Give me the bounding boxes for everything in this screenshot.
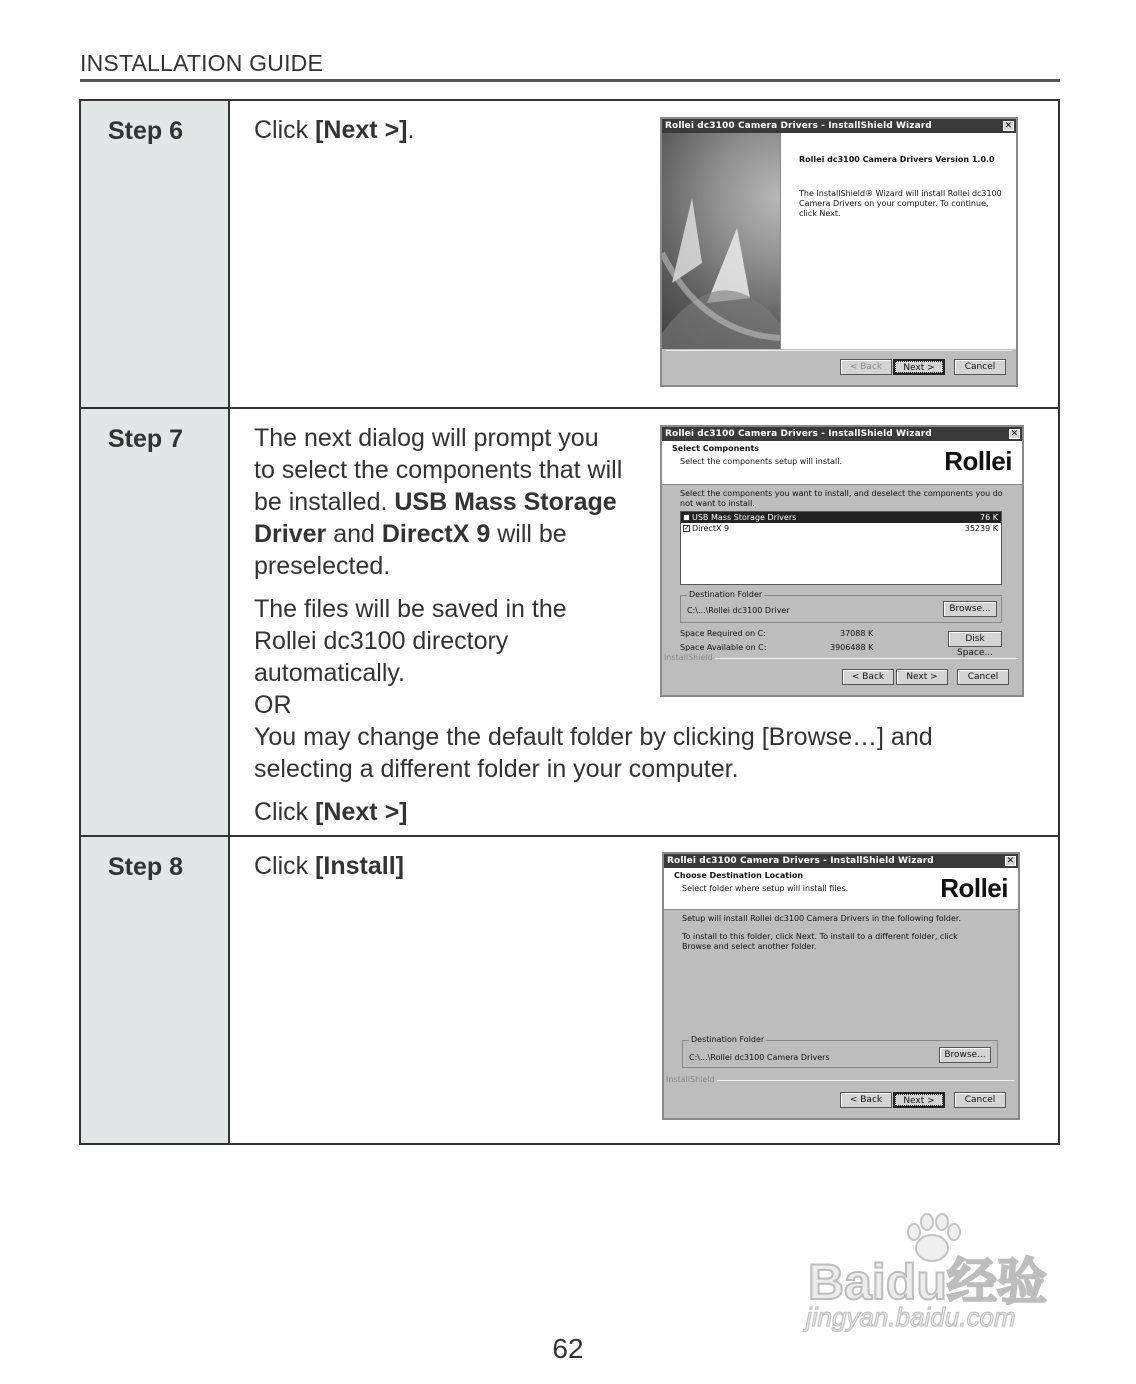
select-components-intro: Select the components you want to install, and deselect the components you do not want to install.	[680, 489, 1003, 508]
page-number: 62	[552, 1333, 584, 1364]
step-6-instruction-bold: [Next >]	[315, 116, 408, 144]
select-components-title: Rollei dc3100 Camera Drivers - InstallShield Wizard	[665, 429, 932, 439]
welcome-dialog-art	[662, 133, 780, 349]
welcome-dialog-separator	[666, 350, 1012, 351]
destination-folder-label: Destination Folder	[691, 1035, 765, 1044]
welcome-dialog-text: The InstallShield® Wizard will install Rollei dc3100 Camera Drivers on your computer. To continue, click Next.	[799, 189, 1002, 218]
browse-button[interactable]: Browse...	[939, 1047, 991, 1063]
choose-destination-line-2: To install to this folder, click Next. To install to a different folder, click Browse and select another folder.	[682, 932, 958, 951]
component-row-usb[interactable]	[681, 512, 1001, 523]
next-button[interactable]: Next >	[896, 669, 948, 685]
step-6-label: Step 6	[80, 100, 229, 408]
checkbox-checked-icon[interactable]: ✓	[684, 513, 690, 521]
choose-destination-heading: Choose Destination Location	[674, 871, 804, 880]
close-icon[interactable]: ✕	[1010, 429, 1019, 439]
step-7-para1-end: will be preselected.	[254, 520, 567, 580]
choose-destination-titlebar	[664, 854, 1018, 868]
next-button[interactable]: Next >	[893, 1092, 945, 1108]
baidu-watermark	[802, 1212, 1072, 1342]
select-components-separator	[666, 658, 1018, 659]
step-8-label: Step 8	[80, 836, 229, 1144]
step-7-para1-text: The next dialog will prompt you to select the components that will be installed.	[254, 424, 623, 516]
step-6-row	[80, 100, 1059, 408]
step-7-or: OR	[254, 691, 292, 719]
steps-table	[79, 99, 1060, 1145]
choose-destination-subheading: Select folder where setup will install files.	[682, 884, 849, 893]
select-components-titlebar	[662, 427, 1022, 441]
step-7-label: Step 7	[80, 408, 229, 836]
next-button[interactable]: Next >	[893, 359, 945, 375]
component-row-directx[interactable]	[681, 523, 1001, 534]
step-7-usb-driver: USB Mass Storage Driver	[254, 488, 617, 548]
step-7-row	[80, 408, 1059, 836]
page-header	[80, 50, 1060, 82]
destination-folder-path: C:\...\Rollei dc3100 Driver	[687, 606, 790, 615]
watermark-url: jingyan.baidu.com	[806, 1302, 1016, 1332]
cancel-button[interactable]: Cancel	[954, 1092, 1006, 1108]
browse-button[interactable]: Browse...	[943, 601, 997, 617]
step-7-paragraph-2: The files will be saved in the Rollei dc3100 directory automatically.	[254, 595, 567, 687]
header-title: INSTALLATION GUIDE	[80, 50, 324, 76]
space-required-label: Space Required on C:	[680, 629, 766, 638]
choose-destination-header	[664, 868, 1018, 910]
space-required-value: 37088 K	[840, 629, 874, 638]
welcome-dialog	[660, 117, 1018, 387]
disk-space-button[interactable]: Disk Space...	[948, 631, 1002, 647]
space-available-value: 3906488 K	[830, 643, 874, 652]
welcome-dialog-heading: Rollei dc3100 Camera Drivers Version 1.0.0	[799, 155, 995, 164]
back-button[interactable]: < Back	[842, 669, 894, 685]
destination-folder-group	[680, 590, 1002, 623]
step-8-instruction-bold: [Install]	[315, 852, 405, 880]
installshield-label: InstallShield	[664, 653, 713, 662]
back-button[interactable]: < Back	[840, 1092, 892, 1108]
step-7-para1-and: and	[326, 520, 382, 548]
choose-destination-dialog	[662, 852, 1020, 1120]
step-8-row	[80, 836, 1059, 1144]
destination-folder-path: C:\...\Rollei dc3100 Camera Drivers	[689, 1053, 830, 1062]
close-icon[interactable]: ✕	[1006, 856, 1015, 866]
space-available-label: Space Available on C:	[680, 643, 767, 652]
step-7-content	[229, 408, 1059, 836]
rollei-logo: Rollei	[940, 873, 1008, 903]
step-8-content	[229, 836, 1059, 1144]
step-7-click-bold: [Next >]	[315, 798, 408, 826]
select-components-subheading: Select the components setup will install.	[680, 457, 843, 466]
welcome-dialog-title: Rollei dc3100 Camera Drivers - InstallShield Wizard	[665, 121, 932, 131]
step-7-paragraph-3: You may change the default folder by clicking [Browse…] and selecting a different folder in your computer.	[254, 723, 933, 783]
welcome-dialog-titlebar	[662, 119, 1016, 133]
installshield-label: InstallShield	[666, 1075, 715, 1084]
destination-folder-group	[682, 1035, 998, 1068]
select-components-heading: Select Components	[672, 444, 760, 453]
welcome-dialog-body	[780, 133, 1016, 349]
wizard-art-icon	[662, 133, 780, 349]
step-7-directx: DirectX 9	[381, 520, 491, 548]
step-7-click-prefix: Click	[254, 798, 316, 826]
component-name: DirectX 9	[692, 524, 730, 533]
component-size: 35239 K	[964, 524, 998, 533]
spacer	[254, 785, 1058, 796]
choose-destination-line-1: Setup will install Rollei dc3100 Camera Drivers in the following folder.	[682, 914, 961, 923]
destination-folder-label: Destination Folder	[689, 590, 763, 599]
step-6-instruction-prefix: Click	[254, 116, 316, 144]
step-6-instruction-suffix: .	[407, 116, 415, 144]
checkbox-checked-icon[interactable]: ✓	[684, 524, 690, 532]
component-name: USB Mass Storage Drivers	[692, 513, 797, 522]
rollei-logo: Rollei	[944, 446, 1012, 476]
watermark-main: Baidu经验	[808, 1254, 1047, 1310]
step-8-instruction-prefix: Click	[254, 852, 316, 880]
component-size: 76 K	[980, 513, 998, 522]
step-7-paragraph-1	[254, 422, 626, 582]
cancel-button[interactable]: Cancel	[957, 669, 1009, 685]
choose-destination-separator	[668, 1080, 1014, 1081]
cancel-button[interactable]: Cancel	[954, 359, 1006, 375]
choose-destination-title: Rollei dc3100 Camera Drivers - InstallShield Wizard	[667, 856, 934, 866]
select-components-dialog	[660, 425, 1024, 697]
back-button[interactable]: < Back	[840, 359, 892, 375]
step-6-content	[229, 100, 1059, 408]
step-7-click	[254, 796, 1058, 828]
select-components-header	[662, 441, 1022, 485]
components-list[interactable]	[680, 511, 1002, 585]
close-icon[interactable]: ✕	[1004, 121, 1013, 131]
